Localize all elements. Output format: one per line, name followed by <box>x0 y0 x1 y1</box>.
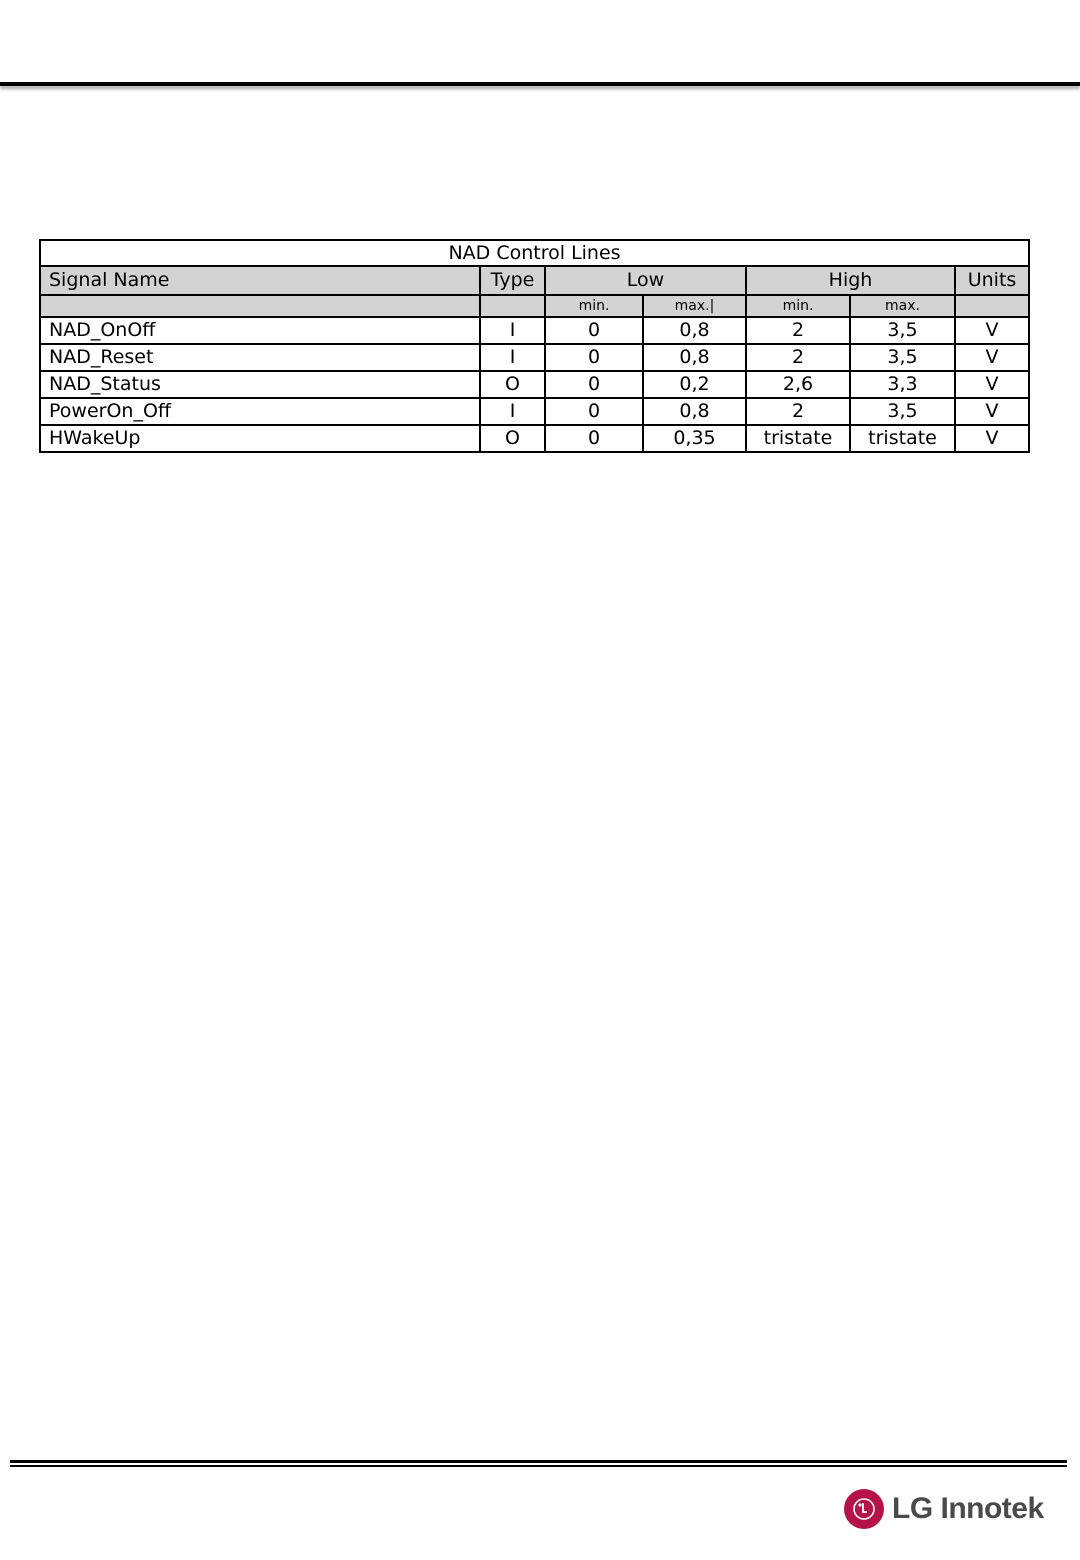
table-row <box>40 398 1029 425</box>
header-units: Units <box>955 266 1029 295</box>
cell-low-min: 0 <box>545 398 643 425</box>
cell-type: I <box>480 317 545 344</box>
cell-high-max: 3,5 <box>850 344 955 371</box>
cell-high-max: 3,5 <box>850 317 955 344</box>
cell-high-min: 2 <box>746 317 850 344</box>
cell-signal: NAD_Status <box>40 371 480 398</box>
table-row <box>40 371 1029 398</box>
cell-signal: PowerOn_Off <box>40 398 480 425</box>
table-row <box>40 344 1029 371</box>
cell-units: V <box>955 344 1029 371</box>
nad-control-lines-table <box>39 239 1030 453</box>
table-subheader-row <box>40 295 1029 317</box>
cell-high-min: tristate <box>746 425 850 452</box>
subheader-empty <box>480 295 545 317</box>
cell-type: I <box>480 398 545 425</box>
table-title: NAD Control Lines <box>40 240 1029 266</box>
header-low: Low <box>545 266 746 295</box>
nad-control-lines-table-container <box>39 239 1028 453</box>
subheader-high-min: min. <box>746 295 850 317</box>
cell-units: V <box>955 371 1029 398</box>
cell-type: O <box>480 371 545 398</box>
cell-high-max: 3,5 <box>850 398 955 425</box>
cell-low-max: 0,8 <box>643 344 746 371</box>
cell-signal: HWakeUp <box>40 425 480 452</box>
cell-type: I <box>480 344 545 371</box>
table-title-row <box>40 240 1029 266</box>
cell-high-min: 2,6 <box>746 371 850 398</box>
header-signal-name: Signal Name <box>40 266 480 295</box>
cell-units: V <box>955 398 1029 425</box>
cell-high-min: 2 <box>746 398 850 425</box>
cell-low-max: 0,35 <box>643 425 746 452</box>
cell-low-max: 0,8 <box>643 317 746 344</box>
subheader-high-max: max. <box>850 295 955 317</box>
lg-innotek-logo <box>844 1487 1044 1531</box>
header-rule <box>0 82 1080 86</box>
cell-type: O <box>480 425 545 452</box>
subheader-empty <box>40 295 480 317</box>
cell-high-min: 2 <box>746 344 850 371</box>
subheader-low-min: min. <box>545 295 643 317</box>
header-type: Type <box>480 266 545 295</box>
table-row <box>40 317 1029 344</box>
cell-signal: NAD_Reset <box>40 344 480 371</box>
lg-face-logo-icon <box>844 1489 884 1529</box>
cell-signal: NAD_OnOff <box>40 317 480 344</box>
subheader-low-max: max.| <box>643 295 746 317</box>
table-header-row <box>40 266 1029 295</box>
cell-low-min: 0 <box>545 425 643 452</box>
table-row <box>40 425 1029 452</box>
cell-low-max: 0,8 <box>643 398 746 425</box>
cell-low-max: 0,2 <box>643 371 746 398</box>
cell-low-min: 0 <box>545 317 643 344</box>
cell-high-max: tristate <box>850 425 955 452</box>
cell-low-min: 0 <box>545 344 643 371</box>
cell-high-max: 3,3 <box>850 371 955 398</box>
cell-low-min: 0 <box>545 371 643 398</box>
footer-rule <box>10 1460 1067 1463</box>
cell-units: V <box>955 317 1029 344</box>
logo-text: LG Innotek <box>892 1492 1044 1525</box>
cell-units: V <box>955 425 1029 452</box>
header-high: High <box>746 266 955 295</box>
footer-rule-thin <box>10 1465 1067 1467</box>
subheader-empty <box>955 295 1029 317</box>
